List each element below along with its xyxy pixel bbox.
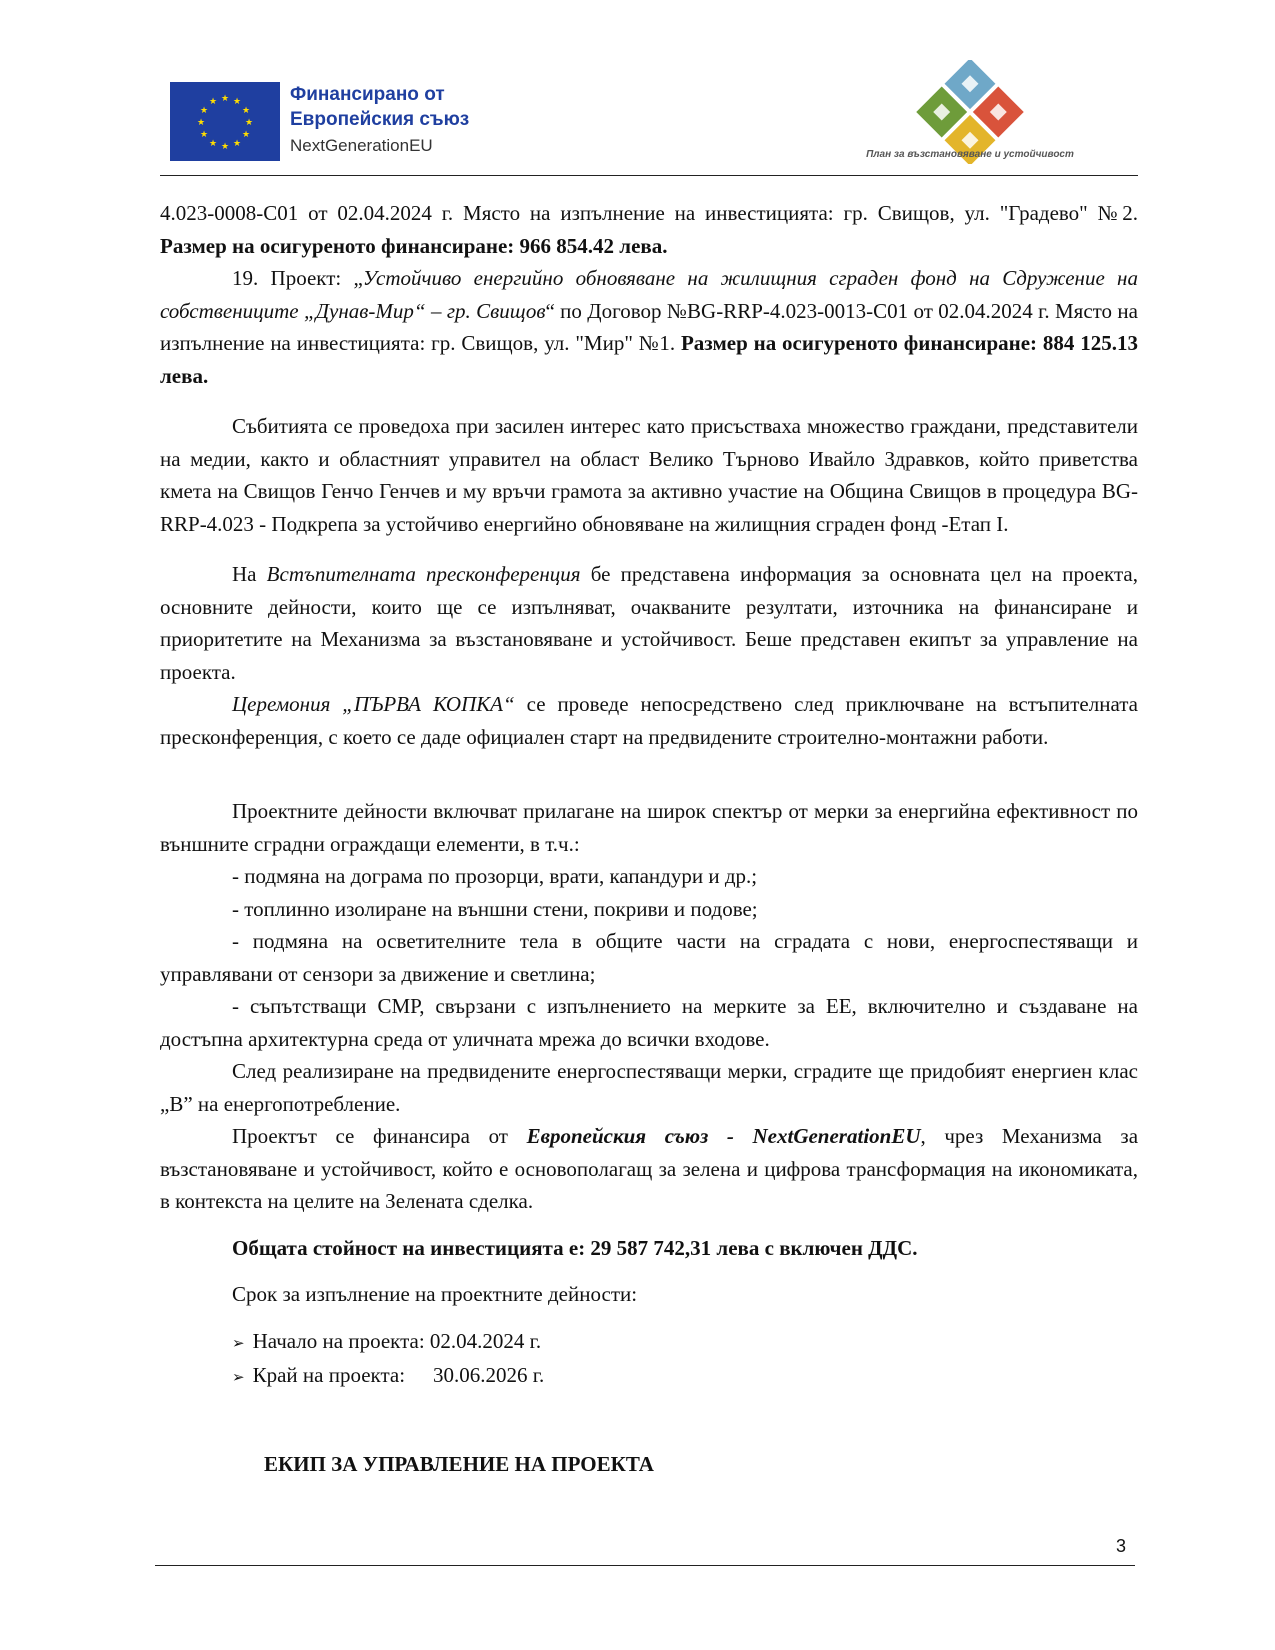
svg-text:★: ★	[199, 106, 209, 116]
end-date	[160, 1359, 1138, 1394]
paragraph-project-19	[160, 262, 1138, 392]
list-item: - топлинно изолиране на външни стени, покриви и подове;	[232, 896, 758, 921]
financing-amount: Размер на осигуреното финансиране: 884 125.13 лева.	[160, 331, 1138, 388]
text: “ по Договор №BG-RRP-4.023-0013-C01 от 02.04.2024 г. Място на изпълнение на инвестицията: гр. Свищов, ул. "Мир" №1.	[160, 298, 1138, 355]
eu-funding-label	[290, 82, 469, 159]
text: Край на проекта:	[252, 1363, 406, 1387]
paragraph-events: Събитията се проведоха при засилен интерес като присъстваха множество граждани, представители на медии, както и областният управител на област Велико Търново Ивайло Здравков, който приветства кмета на Свищов Генчо Генчев и му връчи грамота за активно участие на Община Свищов в процедура BG-RRP-4.023 - Подкрепа за устойчиво енергийно обновяване на жилищния сграден фонд -Етап I.	[160, 414, 1138, 536]
recovery-plan-label: План за възстановяване и устойчивост	[866, 149, 1074, 160]
svg-text:★: ★	[199, 130, 209, 140]
emphasis: Европейския съюз - NextGenerationEU	[526, 1124, 921, 1148]
eu-line-3: NextGenerationEU	[290, 136, 433, 155]
text: Общата стойност на инвестицията е: 29 587 742,31 лева с включен ДДС.	[232, 1235, 918, 1260]
svg-text:★: ★	[241, 106, 251, 116]
paragraph-project-18-tail	[160, 197, 1138, 262]
start-date	[160, 1325, 1138, 1360]
section-heading: ЕКИП ЗА УПРАВЛЕНИЕ НА ПРОЕКТА	[264, 1451, 654, 1476]
text: Проектът се финансира от	[232, 1124, 527, 1148]
deadline-label: Срок за изпълнение на проектните дейности:	[232, 1282, 638, 1306]
svg-text:★: ★	[208, 139, 218, 149]
page-number: 3	[1116, 1536, 1127, 1556]
paragraph-activities: Проектните дейности включват прилагане на широк спектър от мерки за енергийна ефективност по външните сградни ограждащи елементи, в т.ч.:	[160, 799, 1138, 856]
document-body	[160, 197, 1138, 1480]
text: Начало на проекта:	[252, 1328, 430, 1353]
svg-text:★: ★	[208, 97, 218, 107]
total-value	[160, 1232, 1138, 1265]
emphasis: Встъпителната пресконференция	[266, 562, 581, 586]
text: На	[232, 562, 267, 586]
paragraph-press-conference	[160, 558, 1138, 688]
eu-line-2: Европейския съюз	[290, 109, 470, 130]
text: бе представена информация за основната цел на проекта, основните дейности, които ще се изпълняват, очакваните резултати, източника на финансиране и приоритетите на Механизма за възстановяване и устойчивост. Беше представен екипът за управление на проекта.	[160, 562, 1138, 684]
svg-text:★: ★	[241, 130, 251, 140]
emphasis: Церемония „ПЪРВА КОПКА“	[232, 692, 515, 716]
date-value: 30.06.2026 г.	[433, 1363, 545, 1387]
financing-amount: Размер на осигуреното финансиране: 966 854.42 лева.	[160, 233, 668, 258]
arrow-bullet-icon: ➢	[232, 1368, 245, 1386]
date-value: 02.04.2024 г.	[429, 1328, 542, 1353]
paragraph-energy-class: След реализиране на предвидените енергоспестяващи мерки, сградите ще придобият енергиен клас „B” на енергопотребление.	[160, 1059, 1138, 1116]
project-title: Устойчиво енергийно обновяване на жилищния сграден фонд на Сдружение на собствениците „Дунав-Мир“ – гр. Свищов	[160, 266, 1138, 323]
text: , чрез Механизма за възстановяване и устойчивост, който е основополагащ за зелена и цифрова трансформация на икономиката, в контекста на целите на Зелената сделка.	[160, 1124, 1139, 1213]
svg-text:★: ★	[244, 118, 254, 128]
text: 4.023-0008-C01 от 02.04.2024 г. Място на изпълнение на инвестицията: гр. Свищов, ул. "Градево" №2.	[160, 201, 1138, 225]
eu-line-1: Финансирано от	[290, 84, 445, 105]
header-divider	[160, 175, 1138, 176]
svg-text:★: ★	[220, 94, 230, 104]
list-item: - подмяна на дограма по прозорци, врати, капандури и др.;	[232, 864, 758, 888]
paragraph-ceremony	[160, 688, 1138, 753]
eu-flag-logo	[170, 82, 280, 161]
svg-text:★: ★	[232, 139, 242, 149]
svg-text:★: ★	[232, 97, 242, 107]
footer-divider	[155, 1565, 1135, 1566]
svg-text:★: ★	[196, 118, 206, 128]
text: се проведе непосредствено след приключване на встъпителната пресконференция, с което се даде официален старт на предвидените строително-монтажни работи.	[160, 692, 1138, 749]
page-header	[170, 82, 1130, 164]
list-item: - подмяна на осветителните тела в общите части на сградата с нови, енергоспестяващи и управлявани от сензори за движение и светлина;	[160, 929, 1138, 986]
list-item: - съпътстващи СМР, свързани с изпълнението на мерките за ЕЕ, включително и създаване на достъпна архитектурна среда от уличната мрежа до всички входове.	[160, 994, 1138, 1051]
paragraph-financing	[160, 1120, 1138, 1218]
arrow-bullet-icon: ➢	[232, 1333, 245, 1352]
svg-text:★: ★	[220, 142, 230, 152]
text: 19. Проект: „	[232, 266, 363, 290]
